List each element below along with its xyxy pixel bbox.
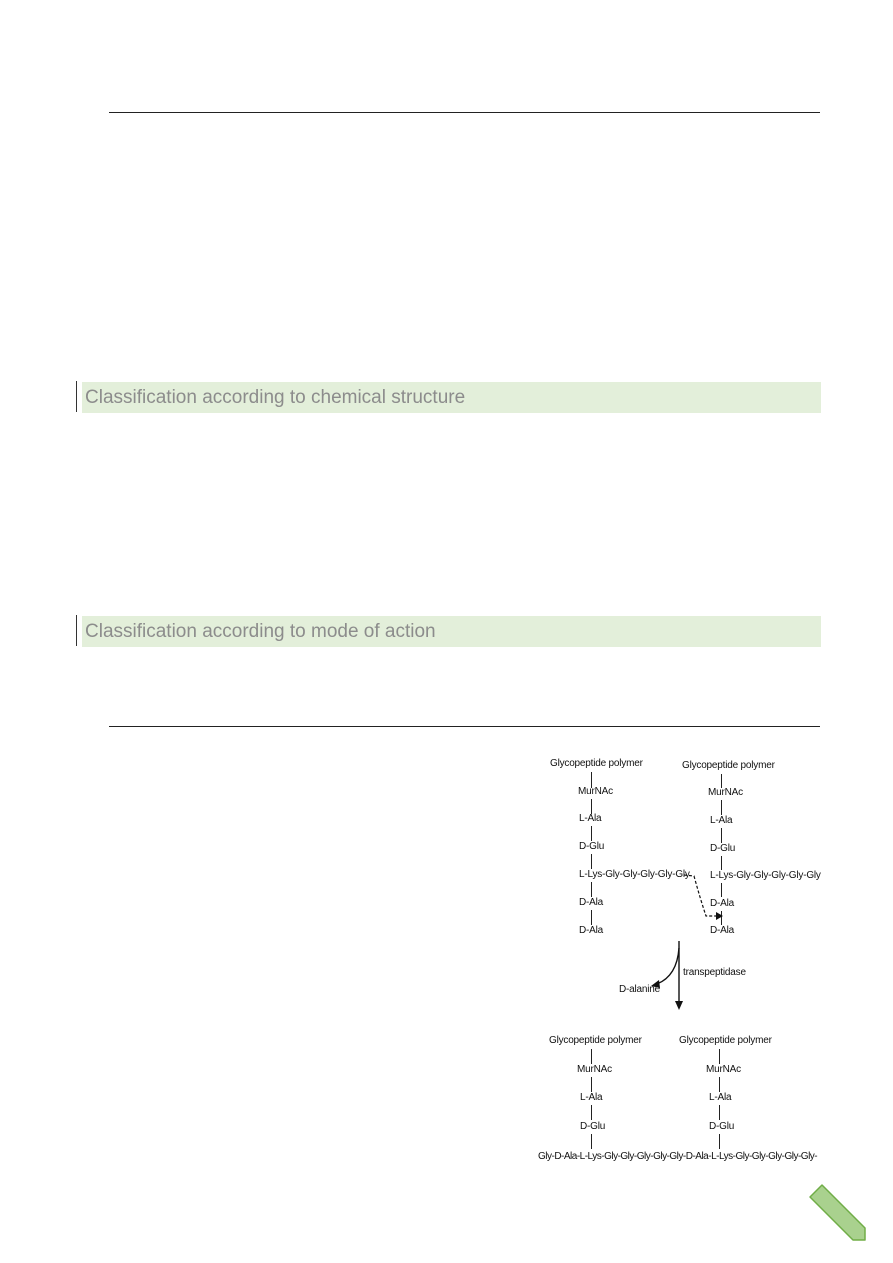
bl-d-glu: D-Glu bbox=[580, 1121, 606, 1132]
tr-title: Glycopeptide polymer bbox=[682, 760, 775, 771]
heading-marker-mode bbox=[76, 615, 77, 646]
tl-d-ala-1: D-Ala bbox=[579, 897, 604, 908]
bl-line-2 bbox=[591, 1077, 592, 1092]
br-line-1 bbox=[719, 1049, 720, 1064]
br-line-4 bbox=[719, 1134, 720, 1149]
br-line-3 bbox=[719, 1105, 720, 1120]
tl-d-glu: D-Glu bbox=[579, 841, 605, 852]
heading-marker-chemical bbox=[76, 381, 77, 412]
bl-line-3 bbox=[591, 1105, 592, 1120]
page-corner-arrow-icon bbox=[806, 1181, 868, 1243]
heading-mode-of-action bbox=[82, 616, 821, 647]
bl-murnac: MurNAc bbox=[577, 1064, 612, 1075]
transpeptidase-diagram bbox=[530, 748, 830, 1172]
bl-l-ala: L-Ala bbox=[580, 1092, 603, 1103]
heading-mode-text: Classification according to mode of action bbox=[85, 621, 436, 642]
br-d-glu: D-Glu bbox=[709, 1121, 735, 1132]
tr-l-ala: L-Ala bbox=[710, 815, 733, 826]
tr-murnac: MurNAc bbox=[708, 787, 743, 798]
tr-d-ala-1: D-Ala bbox=[710, 898, 735, 909]
tr-lys-chain: L-Lys-Gly-Gly-Gly-Gly-Gly bbox=[710, 870, 821, 881]
top-rule bbox=[109, 112, 820, 113]
heading-chemical-structure bbox=[82, 382, 821, 413]
br-l-ala: L-Ala bbox=[709, 1092, 732, 1103]
crosslink-chain: Gly-D-Ala-L-Lys-Gly-Gly-Gly-Gly-Gly-D-Ala-L-Lys-Gly-Gly-Gly-Gly-Gly- bbox=[538, 1151, 818, 1162]
heading-chemical-text: Classification according to chemical structure bbox=[85, 387, 466, 408]
release-branch-arrow bbox=[657, 948, 679, 984]
released-d-alanine: D-alanine bbox=[619, 984, 661, 995]
br-line-2 bbox=[719, 1077, 720, 1092]
tl-l-ala: L-Ala bbox=[579, 813, 602, 824]
gly-transfer-arrowhead bbox=[716, 912, 723, 920]
tr-d-glu: D-Glu bbox=[710, 843, 736, 854]
tl-d-ala-2: D-Ala bbox=[579, 925, 604, 936]
reaction-main-arrowhead bbox=[675, 1001, 683, 1010]
tr-d-ala-2: D-Ala bbox=[710, 925, 735, 936]
reaction-arrows bbox=[530, 748, 830, 1172]
middle-rule bbox=[109, 726, 820, 727]
br-murnac: MurNAc bbox=[706, 1064, 741, 1075]
tl-title: Glycopeptide polymer bbox=[550, 758, 643, 769]
enzyme-label: transpeptidase bbox=[683, 967, 746, 978]
gly-transfer-arrow bbox=[684, 875, 716, 916]
bl-title: Glycopeptide polymer bbox=[549, 1035, 642, 1046]
tl-murnac: MurNAc bbox=[578, 786, 613, 797]
tl-lys-chain: L-Lys-Gly-Gly-Gly-Gly-Gly bbox=[579, 869, 690, 880]
bl-line-1 bbox=[591, 1049, 592, 1064]
bl-line-4 bbox=[591, 1134, 592, 1149]
br-title: Glycopeptide polymer bbox=[679, 1035, 772, 1046]
